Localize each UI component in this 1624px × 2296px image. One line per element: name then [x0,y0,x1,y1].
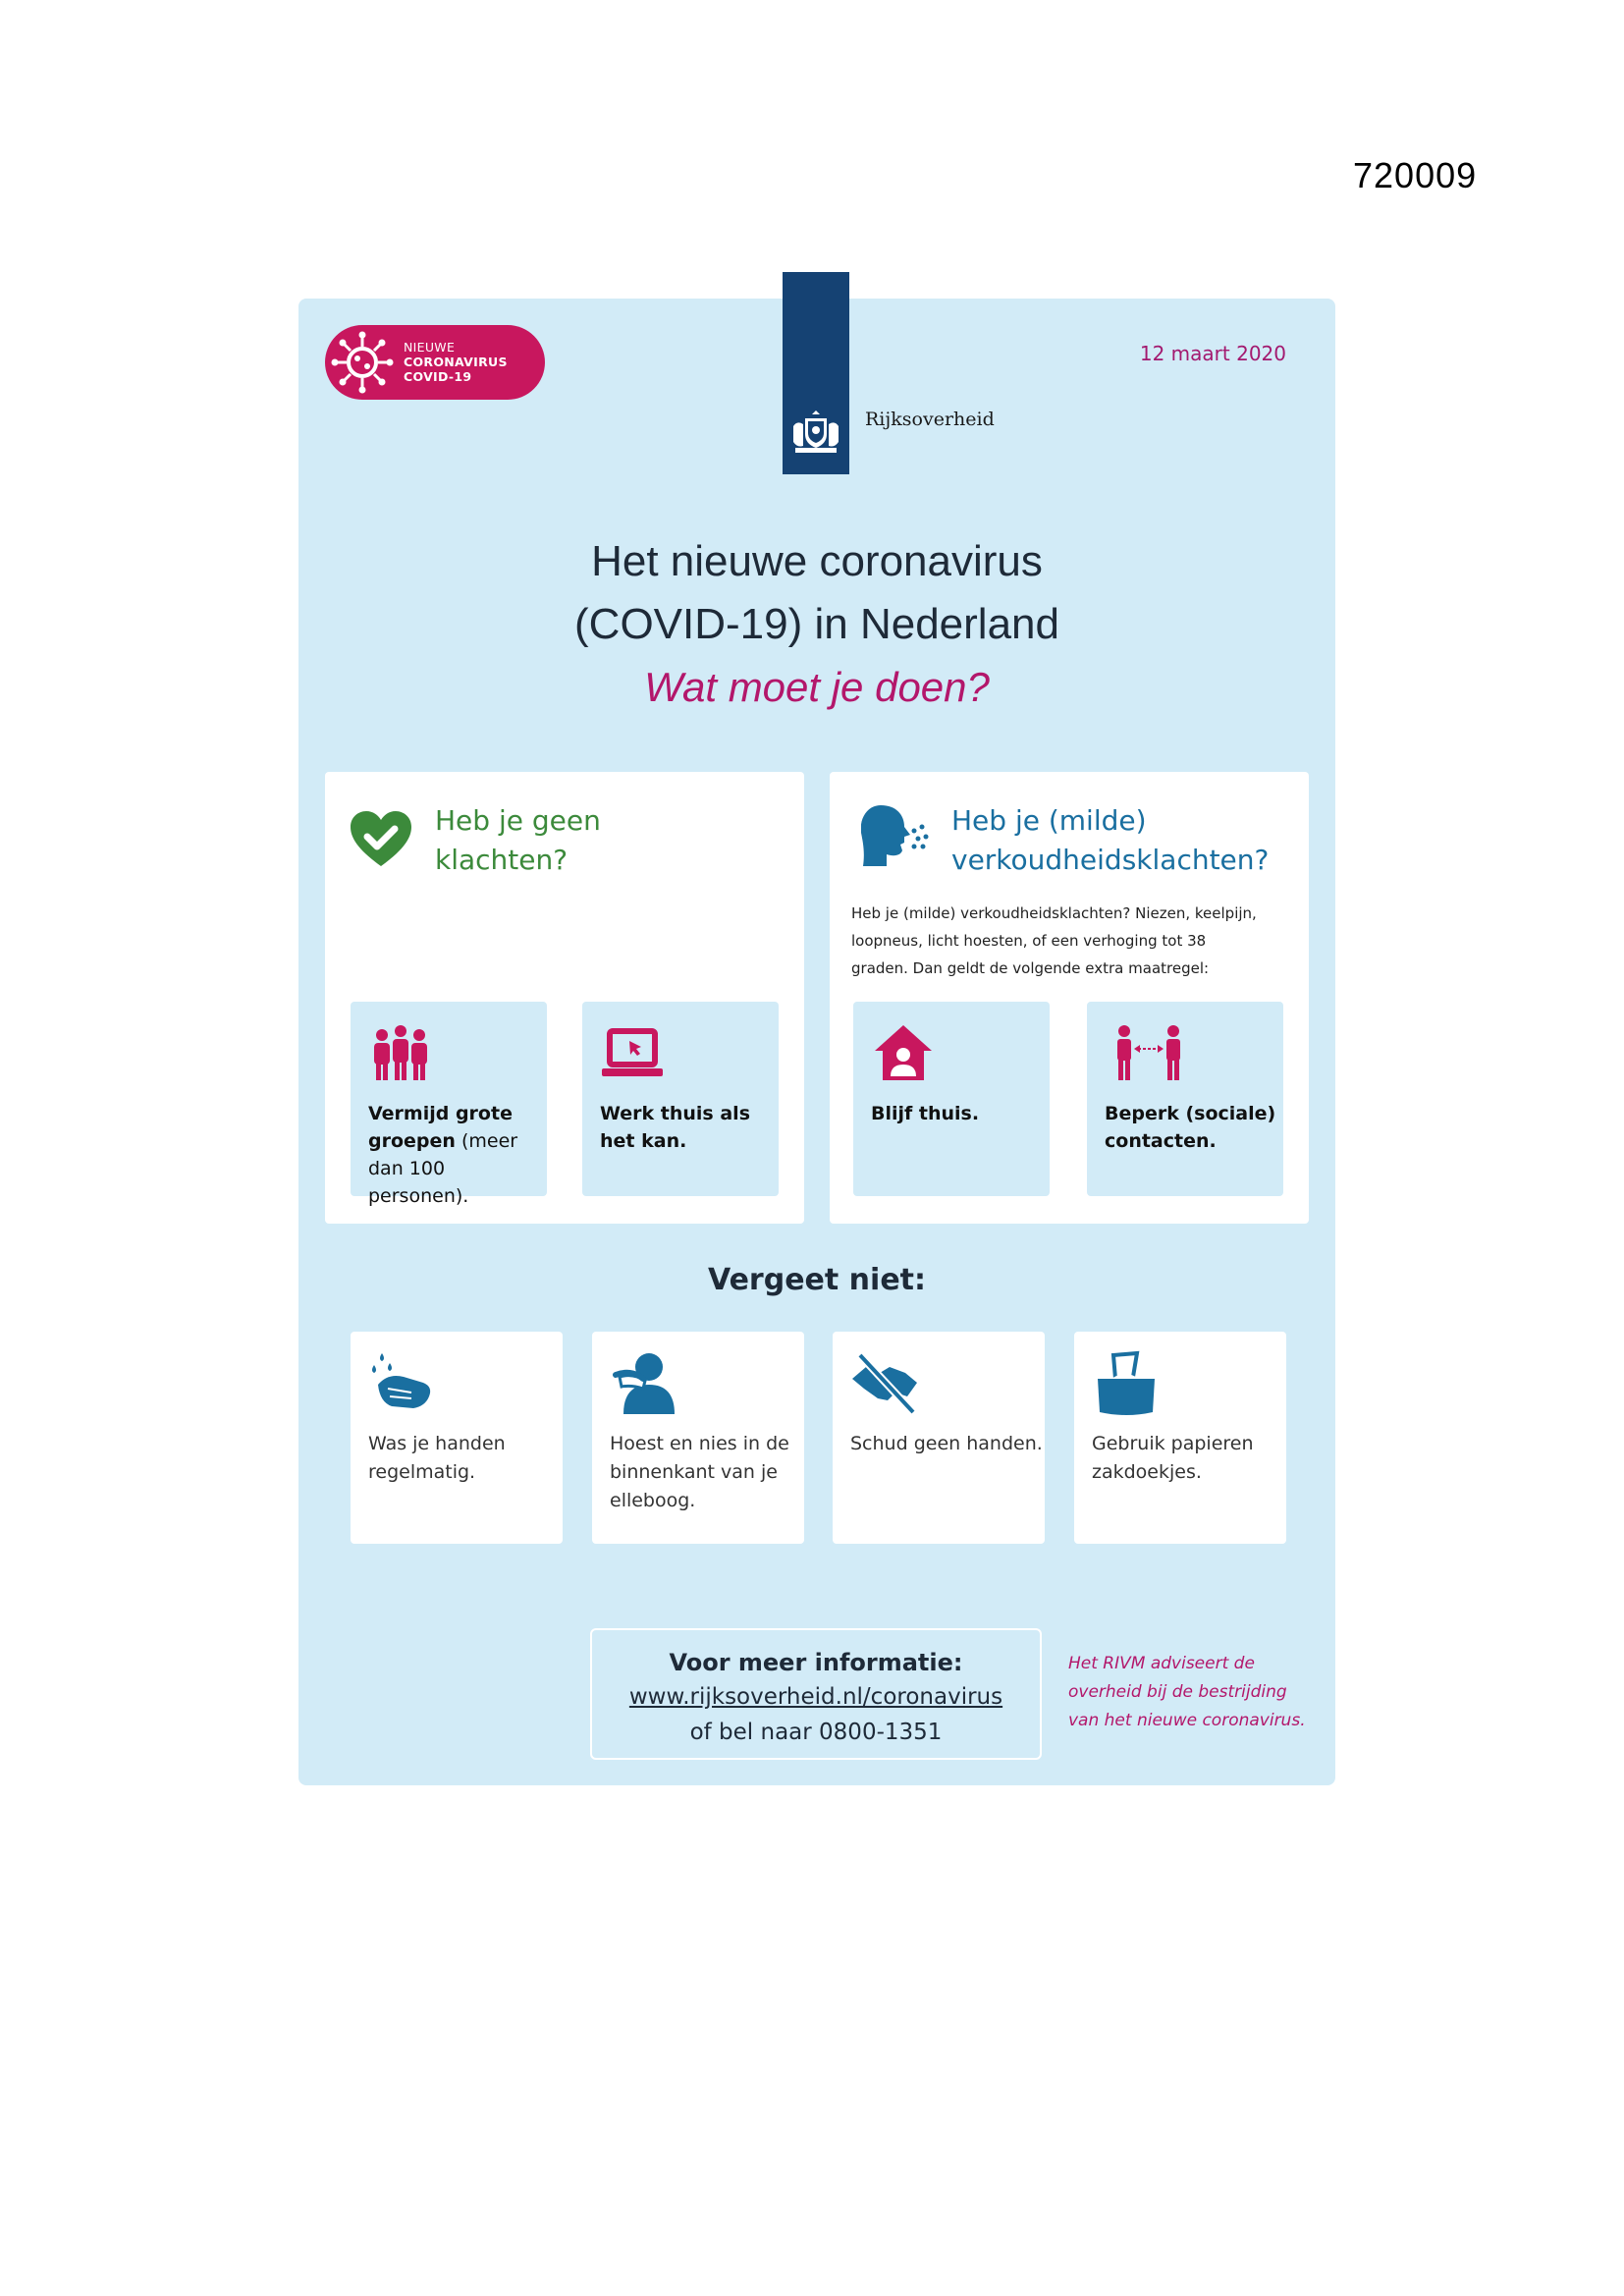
home-icon [871,1021,936,1086]
info-url-link[interactable]: www.rijksoverheid.nl/coronavirus [628,1684,1003,1710]
reminder-cough-elbow [592,1332,804,1544]
covid-badge [325,325,545,400]
tile-work-home-bold: Werk thuis als het kan. [600,1103,751,1152]
reminders-heading: Vergeet niet: [708,1263,926,1297]
no-handshake-icon [850,1349,919,1418]
tile-stay-home-text [871,1100,1044,1127]
tile-stay-home [853,1002,1050,1196]
wash-hands-icon [368,1349,437,1418]
info-phone: of bel naar 0800-1351 [689,1720,943,1745]
reminder-no-handshake-text: Schud geen handen. [850,1433,1043,1454]
page-title [298,530,1335,719]
rivm-note: Het RIVM adviseert de overheid bij de bestrijding van het nieuwe coronavirus. [1068,1654,1306,1730]
group-icon [368,1021,433,1086]
no-symptoms-card [325,772,804,1224]
tile-avoid-groups [351,1002,547,1207]
tile-limit-contacts-bold: Beperk (sociale) contacten. [1105,1103,1276,1152]
title-line-2: (COVID-19) in Nederland [574,600,1059,648]
virus-icon [331,331,394,394]
reminder-wash-hands [351,1332,563,1544]
coat-of-arms-icon [784,405,848,460]
tile-avoid-groups-detail: (meer dan 100 personen). [368,1130,518,1207]
reminder-no-handshake [833,1332,1045,1544]
tissue-icon [1092,1349,1161,1418]
mild-symptoms-card [830,772,1309,1224]
badge-line-2: CORONAVIRUS [404,355,508,369]
reminder-tissues-text: Gebruik papieren zakdoekjes. [1092,1433,1254,1483]
brand-name: Rijksoverheid [865,409,995,430]
laptop-icon [600,1021,665,1086]
sneeze-icon [861,801,930,870]
info-title: Voor meer informatie: [669,1649,963,1676]
title-subtitle: Wat moet je doen? [644,664,990,710]
distance-icon [1105,1021,1193,1086]
tile-stay-home-bold: Blijf thuis. [871,1103,980,1124]
heart-check-icon [347,805,415,874]
badge-line-1: NIEUWE [404,340,456,355]
tile-avoid-groups-text [368,1100,541,1210]
title-line-1: Het nieuwe coronavirus [591,537,1043,585]
document-id: 720009 [1353,155,1478,195]
tile-limit-contacts-text [1105,1100,1277,1155]
reminder-cough-elbow-text: Hoest en nies in de binnenkant van je elleboog. [610,1433,789,1511]
badge-line-3: COVID-19 [404,369,472,384]
no-symptoms-heading-line-2: klachten? [435,844,568,876]
cough-elbow-icon [610,1349,678,1418]
no-symptoms-heading-line-1: Heb je geen [435,804,601,837]
mild-symptoms-heading [951,801,1269,880]
mild-symptoms-heading-line-2: verkoudheidsklachten? [951,844,1270,876]
publication-date: 12 maart 2020 [1139,342,1286,365]
info-box [590,1628,1042,1760]
mild-symptoms-intro: Heb je (milde) verkoudheidsklachten? Niezen, keelpijn, loopneus, licht hoesten, of een verhoging tot 38 graden. Dan geldt de volgende extra maatregel: [851,904,1257,977]
reminder-tissues [1074,1332,1286,1544]
no-symptoms-heading [435,801,601,880]
tile-work-home-text [600,1100,773,1155]
reminder-wash-hands-text: Was je handen regelmatig. [368,1433,506,1483]
tile-work-home [582,1002,779,1196]
mild-symptoms-heading-line-1: Heb je (milde) [951,804,1147,837]
tile-avoid-groups-bold: Vermijd grote groepen [368,1103,513,1152]
tile-limit-contacts [1087,1002,1283,1196]
